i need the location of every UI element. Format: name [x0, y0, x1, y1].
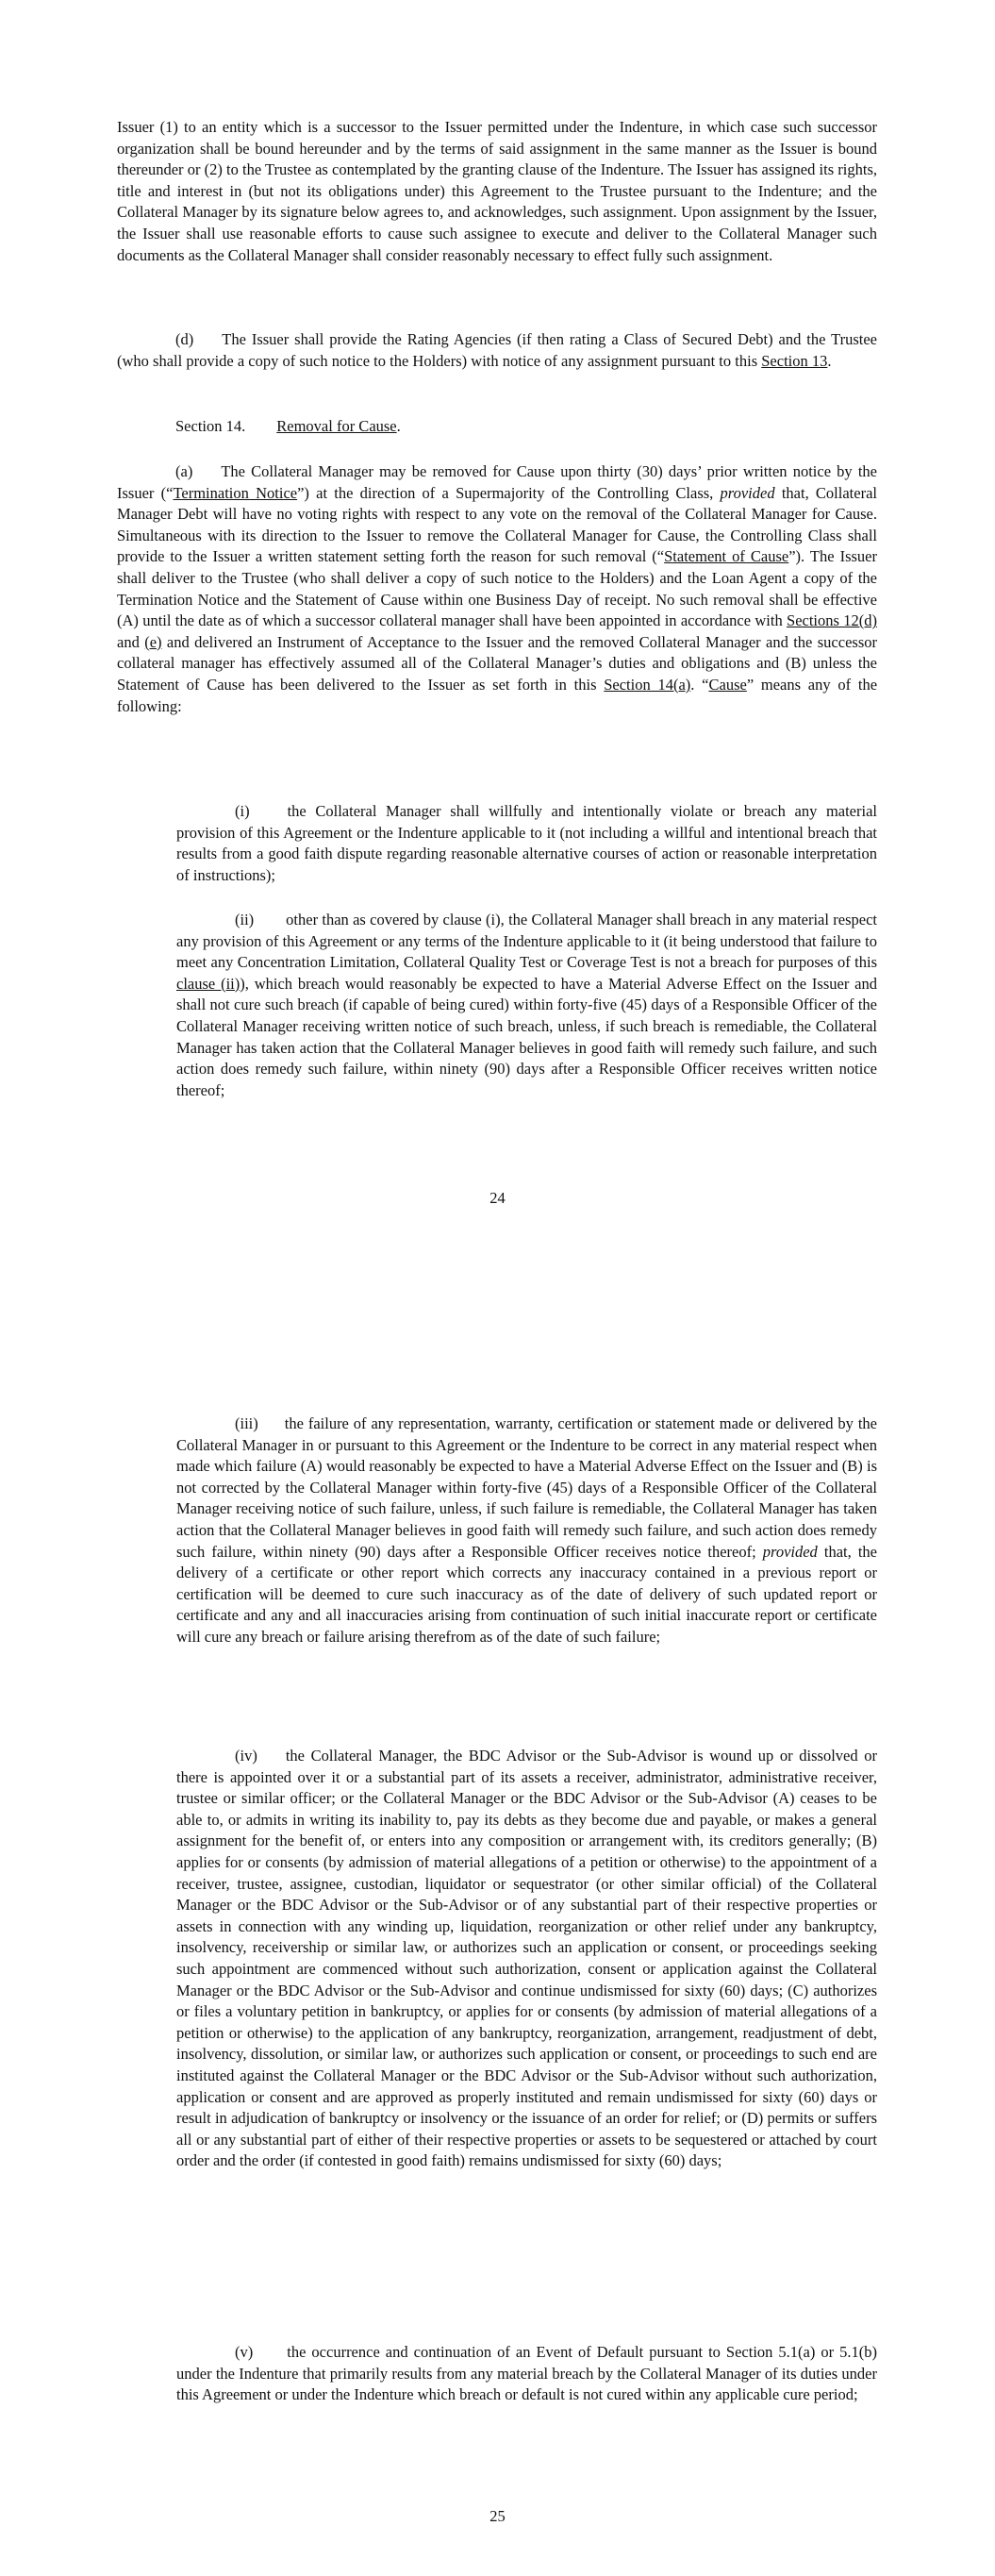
- page-number: 24: [489, 1189, 506, 1207]
- paragraph-d-label: (d): [175, 330, 194, 348]
- section-14a-reference: Section 14(a): [604, 675, 691, 694]
- clause-v-text: the occurrence and continuation of an Event of Default pursuant to Section 5.1(a) or 5.1(b) under the Indenture that primarily results from any material breach by the Collateral Manager of its duties under this Agreement or under the Indenture which breach or default is not cured within any applicable cure period;: [176, 2343, 877, 2404]
- clause-i-label: (i): [235, 802, 250, 820]
- clause-iii-label: (iii): [235, 1414, 258, 1432]
- sections-12d-reference: Sections 12(d): [787, 611, 877, 630]
- section-14-title: Removal for Cause: [276, 417, 397, 435]
- page-24: [0, 0, 995, 1255]
- section-14-label: Section 14.: [175, 417, 246, 435]
- clause-iv: [176, 1746, 877, 2172]
- clause-i-text: the Collateral Manager shall willfully and intentionally violate or breach any material provision of this Agreement or the Indenture applicable to it (not including a willful and intentional breach that results from a good faith dispute regarding reasonable alternative courses of action or reasonable interpretation of instructions);: [176, 802, 877, 884]
- clause-iv-text: the Collateral Manager, the BDC Advisor or the Sub-Advisor is wound up or dissolved or there is appointed over it or a substantial part of its assets a receiver, administrator, administrative receiver, trustee or similar officer; or the Collateral Manager or the BDC Advisor or the Sub-Advisor (A) ceases to be able to, or admits in writing its inability to, pay its debts as they become due and payable, or makes a general assignment for the benefit of, or enters into any composition or arrangement with, its creditors generally; (B) applies for or consents (by admission of material allegations of a petition or otherwise) to the appointment of a receiver, trustee, assignee, custodian, liquidator or sequestrator (or other similar official) of the Collateral Manager or the BDC Advisor or the Sub-Advisor or of any substantial part of their respective properties or assets in connection with any winding up, liquidation, reorganization or other relief under any bankruptcy, insolvency, receivership or similar law, or authorizes such an application or consent, or proceedings seeking such appointment are commenced without such authorization, consent or application against the Collateral Manager or the BDC Advisor or the Sub-Advisor and continue undismissed for sixty (60) days; (C) authorizes or files a voluntary petition in bankruptcy, or applies for or consents (by admission of material allegations of a petition or otherwise) to the application of any bankruptcy, reorganization, arrangement, readjustment of debt, insolvency, dissolution, or similar law, or authorizes such application or consent, or proceedings to such end are instituted against the Collateral Manager or the BDC Advisor or the Sub-Advisor without such authorization, application or consent and are approved as properly instituted and remain undismissed for sixty (60) days or result in adjudication of bankruptcy or insolvency or the issuance of an order for relief; or (D) permits or suffers all or any substantial part of either of their respective properties or assets to be sequestered or attached by court order and the order (if contested in good faith) remains undismissed for sixty (60) days;: [176, 1747, 877, 2170]
- page-25: [0, 1255, 995, 2576]
- intro-paragraph: Issuer (1) to an entity which is a successor to the Issuer permitted under the Indenture, in which case such successor organization shall be bound hereunder and by the terms of said assignment in the same manner as the Issuer is bound thereunder or (2) to the Trustee as contemplated by the granting clause of the Indenture. The Issuer has assigned its rights, title and interest in (but not its obligations under) this Agreement to the Trustee pursuant to the Indenture; and the Collateral Manager by its signature below agrees to, and acknowledges, such assignment. Upon assignment by the Issuer, the Issuer shall use reasonable efforts to cause such assignee to execute and deliver to the Collateral Manager such documents as the Collateral Manager shall consider reasonably necessary to effect fully such assignment.: [117, 118, 877, 264]
- section-12e-reference: (e): [144, 632, 162, 651]
- cause-term: Cause: [708, 675, 747, 694]
- provided-italic: provided: [762, 1542, 818, 1561]
- clause-iv-label: (iv): [235, 1747, 257, 1765]
- page-number: 25: [489, 2507, 506, 2525]
- section-13-reference: Section 13: [761, 351, 828, 370]
- clause-v: [176, 2342, 877, 2406]
- statement-of-cause-term: Statement of Cause: [664, 547, 789, 566]
- termination-notice-term: Termination Notice: [173, 483, 298, 502]
- paragraph-a-label: (a): [175, 462, 193, 480]
- clause-iii: (iii) the failure of any representation, warranty, certification or statement made or delivered by the Collateral Manager in or pursuant to this Agreement or the Indenture to be correct in any material respect when made which failure (A) would reasonably be expected to have a Material Adverse Effect on the Issuer and (B) is not corrected by the Collateral Manager within forty-five (45) days of a Responsible Officer of the Collateral Manager receiving notice of such failure, unless, if such failure is remediable, the Collateral Manager has taken action that the Collateral Manager believes in good faith will remedy such failure, and such action does remedy such failure, within ninety (90) days after a Responsible Officer receives notice thereof; provided that, the delivery of a certificate or other report which corrects any inaccuracy contained in a previous report or certification will be deemed to cure such inaccuracy as of the date of delivery of such updated report or certificate and any and all inaccuracies arising from continuation of such initial inaccurate report or certificate will cure any breach or failure arising therefrom as of the date of such failure;: [176, 1414, 877, 1646]
- paragraph-d: (d) The Issuer shall provide the Rating Agencies (if then rating a Class of Secured Debt) and the Trustee (who shall provide a copy of such notice to the Holders) with notice of any assignment pursuant to this Section 13.: [117, 330, 877, 370]
- clause-ii-reference: clause (ii): [176, 974, 240, 993]
- clause-ii: (ii) other than as covered by clause (i), the Collateral Manager shall breach in any material respect any provision of this Agreement or any terms of the Indenture applicable to it (it being understood that failure to meet any Concentration Limitation, Collateral Quality Test or Coverage Test is not a breach for purposes of this clause (ii)), which breach would reasonably be expected to have a Material Adverse Effect on the Issuer and shall not cure such breach (if capable of being cured) within forty-five (45) days of a Responsible Officer of the Collateral Manager receiving written notice of such breach, unless, if such breach is remediable, the Collateral Manager has taken action that the Collateral Manager believes in good faith will remedy such failure, and such action does remedy such failure, within ninety (90) days after a Responsible Officer receives written notice thereof;: [176, 911, 877, 1099]
- clause-v-label: (v): [235, 2343, 254, 2361]
- paragraph-d-text: The Issuer shall provide the Rating Agencies (if then rating a Class of Secured Debt) and the Trustee (who shall provide a copy of such notice to the Holders) with notice of any assignment pursuant to this: [117, 330, 877, 370]
- provided-italic: provided: [720, 483, 775, 502]
- paragraph-a: (a) The Collateral Manager may be removed for Cause upon thirty (30) days’ prior written notice by the Issuer (“Termination Notice”) at the direction of a Supermajority of the Controlling Class, provided that, Collateral Manager Debt will have no voting rights with respect to any vote on the removal of the Collateral Manager for Cause. Simultaneous with its direction to the Issuer to remove the Collateral Manager for Cause, the Controlling Class shall provide to the Issuer a written statement setting forth the reason for such removal (“Statement of Cause”). The Issuer shall deliver to the Trustee (who shall deliver a copy of such notice to the Holders) and the Loan Agent a copy of the Termination Notice and the Statement of Cause within one Business Day of receipt. No such removal shall be effective (A) until the date as of which a successor collateral manager shall have been appointed in accordance with Sections 12(d) and (e) and delivered an Instrument of Acceptance to the Issuer and the removed Collateral Manager and the successor collateral manager has effectively assumed all of the Collateral Manager’s duties and obligations and (B) unless the Statement of Cause has been delivered to the Issuer as set forth in this Section 14(a). “Cause” means any of the following:: [117, 462, 878, 715]
- section-14-heading: Section 14. Removal for Cause.: [175, 417, 401, 435]
- clause-i: [176, 801, 877, 886]
- clause-ii-label: (ii): [235, 911, 255, 928]
